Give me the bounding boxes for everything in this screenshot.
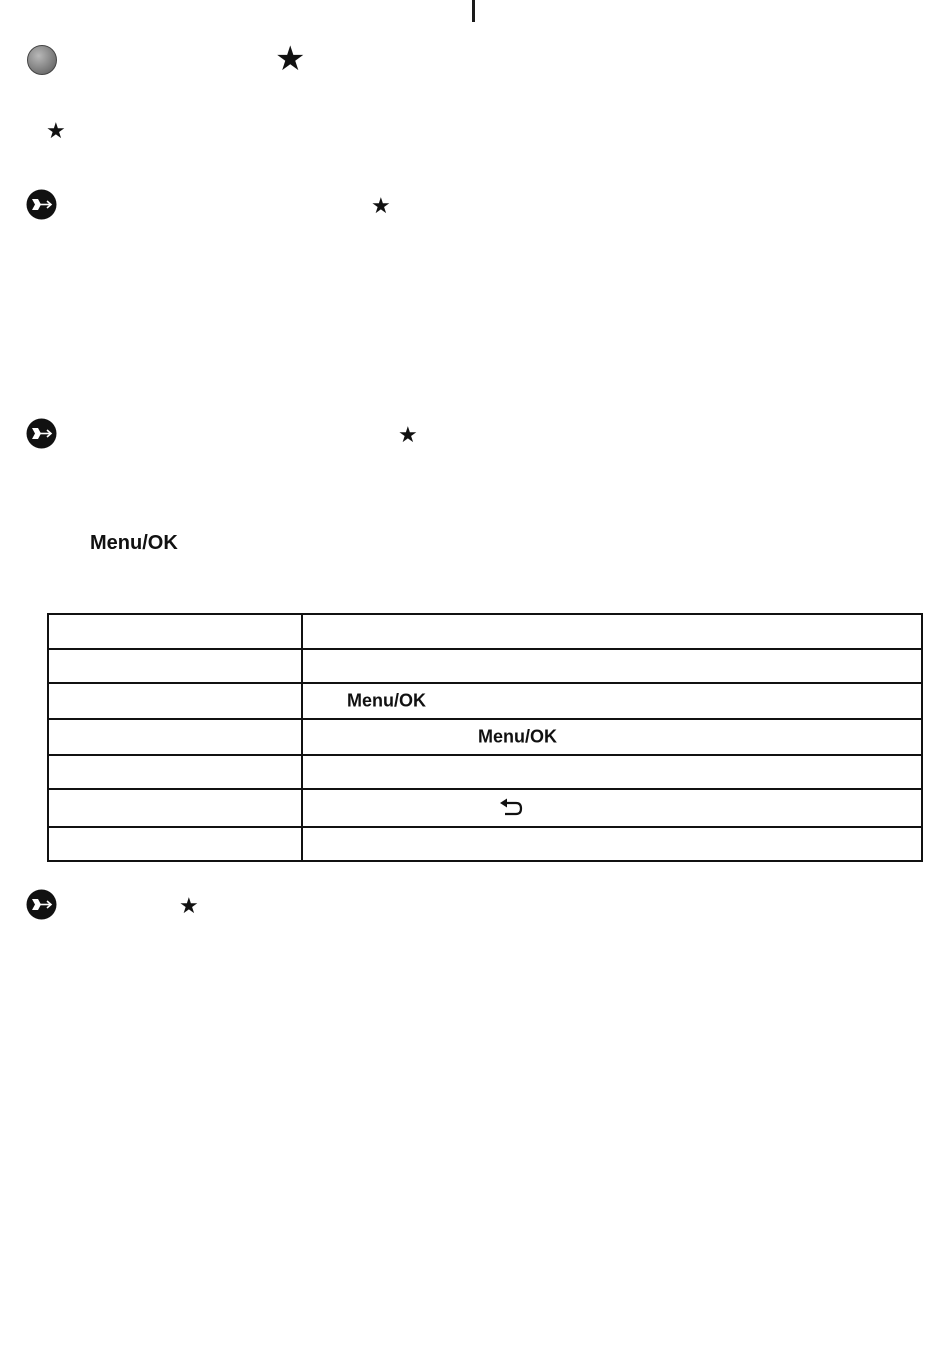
star-icon: ★ xyxy=(46,119,66,144)
table-row xyxy=(48,719,922,755)
table-cell-right xyxy=(302,719,922,755)
star-icon: ★ xyxy=(398,423,418,448)
table-cell-left xyxy=(48,719,302,755)
table-cell-right xyxy=(302,649,922,683)
table-row xyxy=(48,649,922,683)
table-row xyxy=(48,614,922,649)
menu-ok-label: Menu/OK xyxy=(347,690,426,711)
table-row xyxy=(48,789,922,827)
table-row xyxy=(48,755,922,789)
note-arrow-icon xyxy=(26,889,57,920)
table-cell-right xyxy=(302,614,922,649)
star-icon: ★ xyxy=(371,194,391,219)
table-cell-right xyxy=(302,827,922,861)
note-arrow-icon xyxy=(26,418,57,449)
note-arrow-icon xyxy=(26,189,57,220)
table-cell-right xyxy=(302,755,922,789)
table-cell-left xyxy=(48,683,302,719)
table-cell-left xyxy=(48,827,302,861)
gray-sphere-bullet-icon xyxy=(27,45,57,75)
page-top-rule xyxy=(472,0,475,22)
table-cell-right xyxy=(302,789,922,827)
table-cell-left xyxy=(48,789,302,827)
table-row xyxy=(48,827,922,861)
table-cell-left xyxy=(48,755,302,789)
table-cell-left xyxy=(48,649,302,683)
table-row xyxy=(48,683,922,719)
star-icon: ★ xyxy=(275,39,306,79)
star-icon: ★ xyxy=(179,894,199,919)
table-cell-right xyxy=(302,683,922,719)
menu-ok-button-label: Menu/OK xyxy=(90,532,178,554)
menu-ok-label: Menu/OK xyxy=(478,726,557,747)
table-cell-left xyxy=(48,614,302,649)
return-arrow-icon xyxy=(499,798,525,818)
settings-table xyxy=(47,613,923,862)
